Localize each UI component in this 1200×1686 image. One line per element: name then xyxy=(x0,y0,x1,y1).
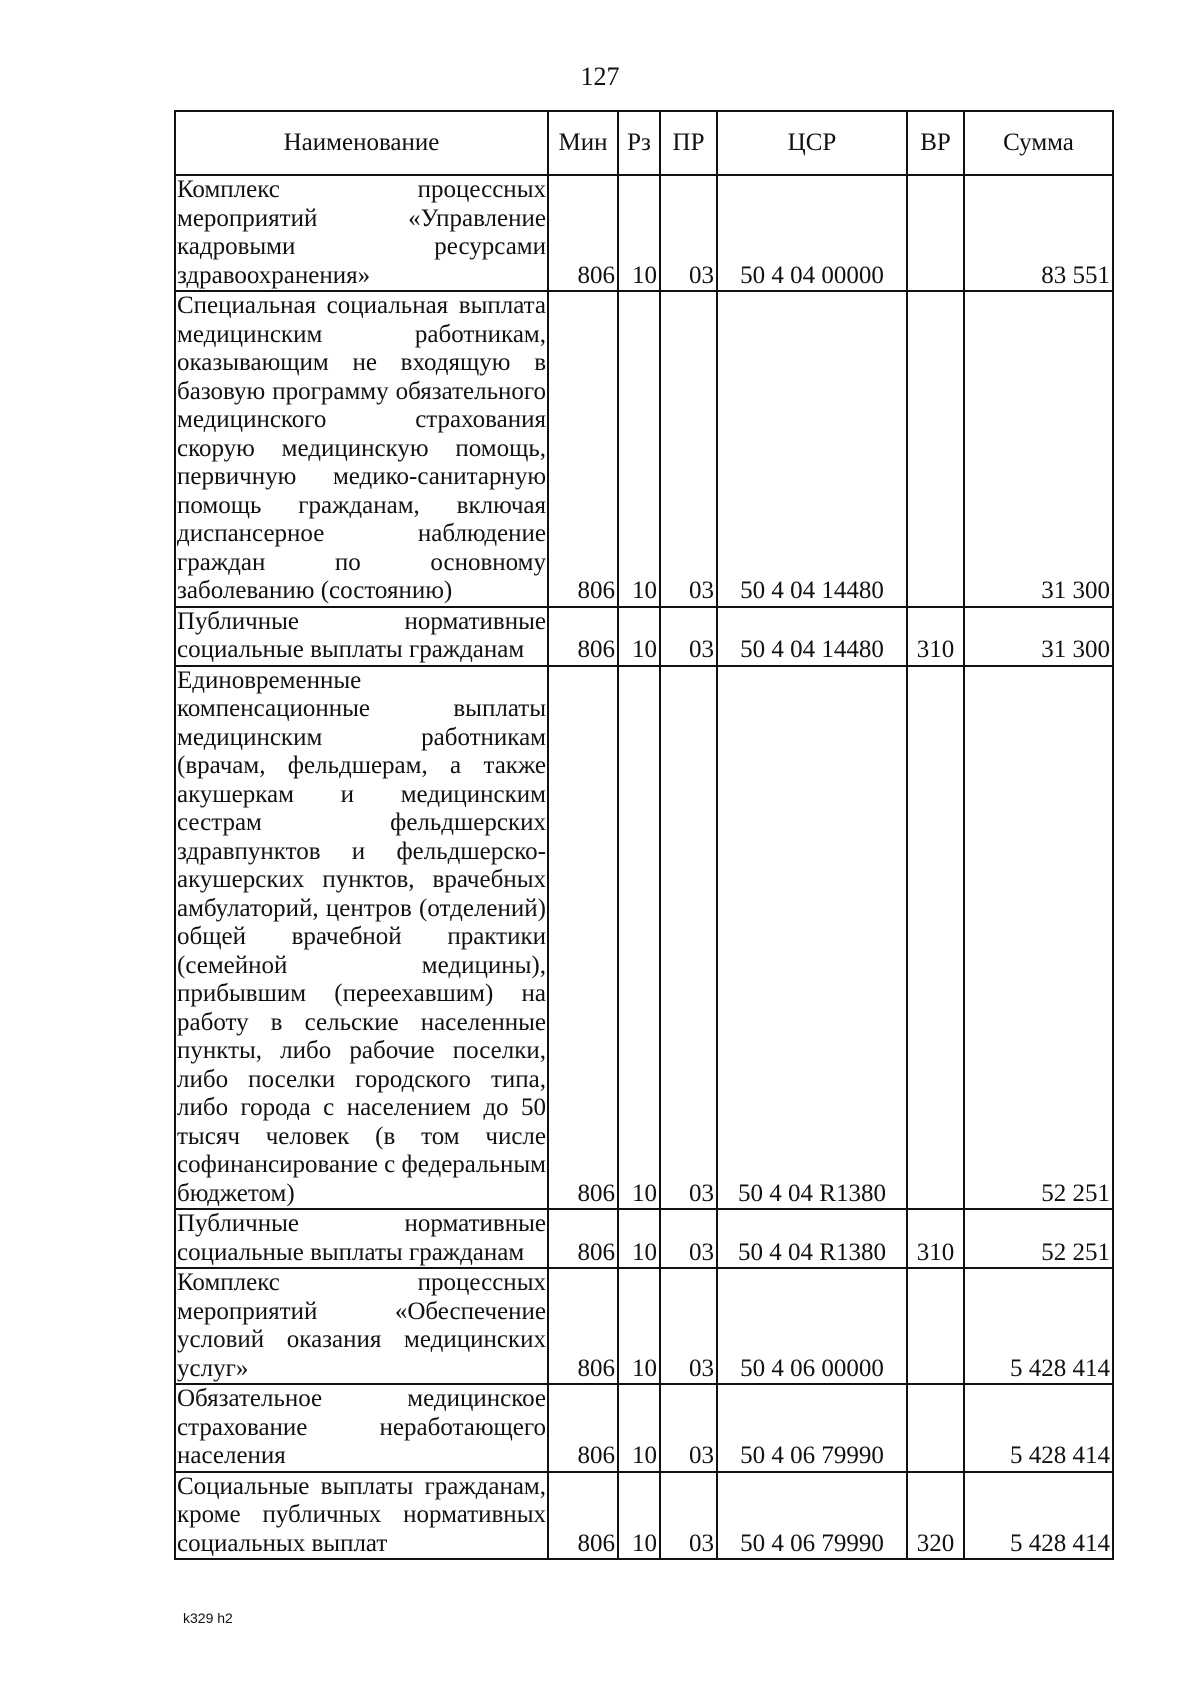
row-sum-cell: 31 300 xyxy=(964,291,1113,607)
footer-code: k329 h2 xyxy=(183,1610,233,1626)
row-rz-cell: 10 xyxy=(618,291,660,607)
row-min-cell: 806 xyxy=(548,1209,618,1268)
row-pr-cell: 03 xyxy=(660,291,717,607)
table-row xyxy=(175,1209,1113,1268)
row-sum-cell: 5 428 414 xyxy=(964,1384,1113,1472)
row-vr-cell xyxy=(907,291,964,607)
page-number: 127 xyxy=(580,62,620,91)
row-sum-cell: 31 300 xyxy=(964,607,1113,666)
table-header-row xyxy=(175,111,1113,175)
table-row xyxy=(175,1268,1113,1384)
row-min-cell: 806 xyxy=(548,291,618,607)
row-rz-cell: 10 xyxy=(618,1268,660,1384)
row-csr-cell: 50 4 04 00000 xyxy=(717,175,907,291)
row-vr-cell: 310 xyxy=(907,1209,964,1268)
row-rz-cell: 10 xyxy=(618,1472,660,1560)
row-min-cell: 806 xyxy=(548,1384,618,1472)
column-header-rz: Рз xyxy=(618,111,660,175)
row-min-cell: 806 xyxy=(548,175,618,291)
row-name-cell: Комплекс процессных мероприятий «Обеспечение условий оказания медицинских услуг» xyxy=(175,1268,548,1384)
row-rz-cell: 10 xyxy=(618,175,660,291)
budget-table xyxy=(174,110,1114,1560)
column-header-name: Наименование xyxy=(175,111,548,175)
column-header-csr: ЦСР xyxy=(717,111,907,175)
row-min-cell: 806 xyxy=(548,607,618,666)
row-pr-cell: 03 xyxy=(660,1209,717,1268)
row-name-cell: Социальные выплаты гражданам, кроме публичных нормативных социальных выплат xyxy=(175,1472,548,1560)
row-pr-cell: 03 xyxy=(660,1268,717,1384)
row-pr-cell: 03 xyxy=(660,607,717,666)
row-csr-cell: 50 4 06 79990 xyxy=(717,1384,907,1472)
column-header-sum: Сумма xyxy=(964,111,1113,175)
row-name-cell: Публичные нормативные социальные выплаты гражданам xyxy=(175,1209,548,1268)
row-name-cell: Обязательное медицинское страхование неработающего населения xyxy=(175,1384,548,1472)
row-min-cell: 806 xyxy=(548,1268,618,1384)
row-sum-cell: 83 551 xyxy=(964,175,1113,291)
row-vr-cell: 310 xyxy=(907,607,964,666)
row-name-cell: Специальная социальная выплата медицинским работникам, оказывающим не входящую в базовую программу обязательного медицинского страхования скорую медицинскую помощь, первичную медико-санитарную помощь гражданам, включая диспансерное наблюдение граждан по основному заболеванию (состоянию) xyxy=(175,291,548,607)
column-header-vr: ВР xyxy=(907,111,964,175)
row-csr-cell: 50 4 04 R1380 xyxy=(717,1209,907,1268)
column-header-pr: ПР xyxy=(660,111,717,175)
row-min-cell: 806 xyxy=(548,666,618,1210)
row-rz-cell: 10 xyxy=(618,607,660,666)
row-rz-cell: 10 xyxy=(618,1384,660,1472)
row-name-cell: Публичные нормативные социальные выплаты гражданам xyxy=(175,607,548,666)
row-vr-cell: 320 xyxy=(907,1472,964,1560)
row-name-cell: Единовременные компенсационные выплаты медицинским работникам (врачам, фельдшерам, а также акушеркам и медицинским сестрам фельдшерских здравпунктов и фельдшерско-акушерских пунктов, врачебных амбулаторий, центров (отделений) общей врачебной практики (семейной медицины), прибывшим (переехавшим) на работу в сельские населенные пункты, либо рабочие поселки, либо поселки городского типа, либо города с населением до 50 тысяч человек (в том числе софинансирование с федеральным бюджетом) xyxy=(175,666,548,1210)
row-csr-cell: 50 4 06 00000 xyxy=(717,1268,907,1384)
table-row xyxy=(175,607,1113,666)
row-rz-cell: 10 xyxy=(618,1209,660,1268)
row-csr-cell: 50 4 06 79990 xyxy=(717,1472,907,1560)
row-vr-cell xyxy=(907,175,964,291)
row-sum-cell: 5 428 414 xyxy=(964,1268,1113,1384)
row-pr-cell: 03 xyxy=(660,175,717,291)
table-row xyxy=(175,1472,1113,1560)
row-vr-cell xyxy=(907,666,964,1210)
column-header-min: Мин xyxy=(548,111,618,175)
row-name-cell: Комплекс процессных мероприятий «Управление кадровыми ресурсами здравоохранения» xyxy=(175,175,548,291)
table-row xyxy=(175,1384,1113,1472)
row-pr-cell: 03 xyxy=(660,1472,717,1560)
row-sum-cell: 52 251 xyxy=(964,666,1113,1210)
row-sum-cell: 52 251 xyxy=(964,1209,1113,1268)
table-row xyxy=(175,666,1113,1210)
row-vr-cell xyxy=(907,1268,964,1384)
row-sum-cell: 5 428 414 xyxy=(964,1472,1113,1560)
row-pr-cell: 03 xyxy=(660,666,717,1210)
table-row xyxy=(175,291,1113,607)
table-row xyxy=(175,175,1113,291)
row-vr-cell xyxy=(907,1384,964,1472)
row-pr-cell: 03 xyxy=(660,1384,717,1472)
row-csr-cell: 50 4 04 R1380 xyxy=(717,666,907,1210)
row-csr-cell: 50 4 04 14480 xyxy=(717,291,907,607)
row-csr-cell: 50 4 04 14480 xyxy=(717,607,907,666)
row-min-cell: 806 xyxy=(548,1472,618,1560)
row-rz-cell: 10 xyxy=(618,666,660,1210)
